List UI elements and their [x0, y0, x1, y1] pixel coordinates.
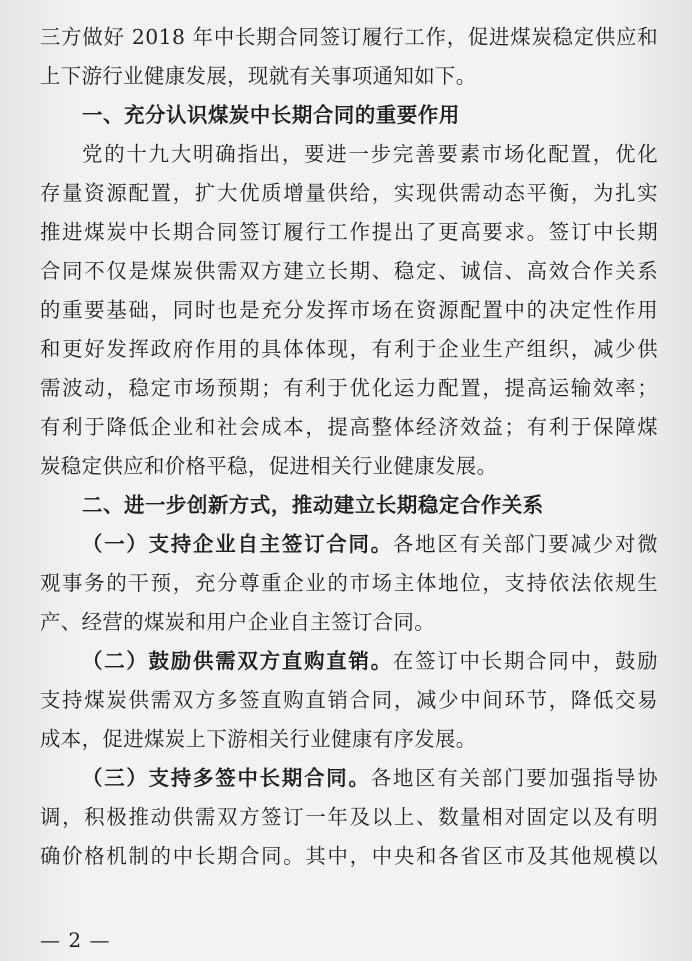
section1-line-7: 需波动，稳定市场预期；有利于优化运力配置，提高运输效率；: [40, 376, 658, 400]
item2-title: （二）鼓励供需双方直购直销。: [82, 649, 393, 673]
section1-line-6: 和更好发挥政府作用的具体体现，有利于企业生产组织，减少供: [40, 337, 658, 361]
item1-first-rest: 各地区有关部门要减少对微: [392, 532, 658, 556]
item2-first-rest: 在签订中长期合同中，鼓励: [392, 649, 658, 673]
section1-line-3: 推进煤炭中长期合同签订履行工作提出了更高要求。签订中长期: [40, 220, 658, 244]
intro-line-1: 三方做好 2018 年中长期合同签订履行工作，促进煤炭稳定供应和: [40, 25, 658, 49]
intro-line-2: 上下游行业健康发展，现就有关事项通知如下。: [40, 64, 477, 88]
section1-line-5: 的重要基础，同时也是充分发挥市场在资源配置中的决定性作用: [40, 298, 658, 322]
item3-title: （三）支持多签中长期合同。: [82, 766, 371, 790]
section2-heading: 二、进一步创新方式，推动建立长期稳定合作关系: [82, 493, 544, 517]
section1-line-2: 存量资源配置，扩大优质增量供给，实现供需动态平衡，为扎实: [40, 181, 658, 205]
section1-line-9: 炭稳定供应和价格平稳，促进相关行业健康发展。: [40, 454, 498, 478]
item3-line-2: 调，积极推动供需双方签订一年及以上、数量相对固定以及有明: [40, 805, 658, 829]
item2-line-3: 成本，促进煤炭上下游相关行业健康有序发展。: [40, 727, 477, 751]
section1-line-8: 有利于降低企业和社会成本，提高整体经济效益；有利于保障煤: [40, 415, 658, 439]
section1-line-4: 合同不仅是煤炭供需双方建立长期、稳定、诚信、高效合作关系: [40, 259, 658, 283]
item3-line-3: 确价格机制的中长期合同。其中，中央和各省区市及其他规模以: [40, 844, 658, 868]
item3-first-line: [40, 759, 658, 798]
item1-first-line: [40, 525, 658, 564]
item2-line-2: 支持煤炭供需双方多签直购直销合同，减少中间环节，降低交易: [40, 688, 658, 712]
item1-title: （一）支持企业自主签订合同。: [82, 532, 393, 556]
section1-heading: 一、充分认识煤炭中长期合同的重要作用: [82, 103, 460, 127]
item1-line-3: 产、经营的煤炭和用户企业自主签订合同。: [40, 610, 436, 634]
page-number: — 2 —: [40, 928, 111, 952]
item1-line-2: 观事务的干预，充分尊重企业的市场主体地位，支持依法依规生: [40, 571, 658, 595]
section1-line-1: 党的十九大明确指出，要进一步完善要素市场化配置，优化: [82, 142, 658, 166]
item2-first-line: [40, 642, 658, 681]
body-text: [40, 18, 658, 876]
item3-first-rest: 各地区有关部门要加强指导协: [370, 766, 659, 790]
